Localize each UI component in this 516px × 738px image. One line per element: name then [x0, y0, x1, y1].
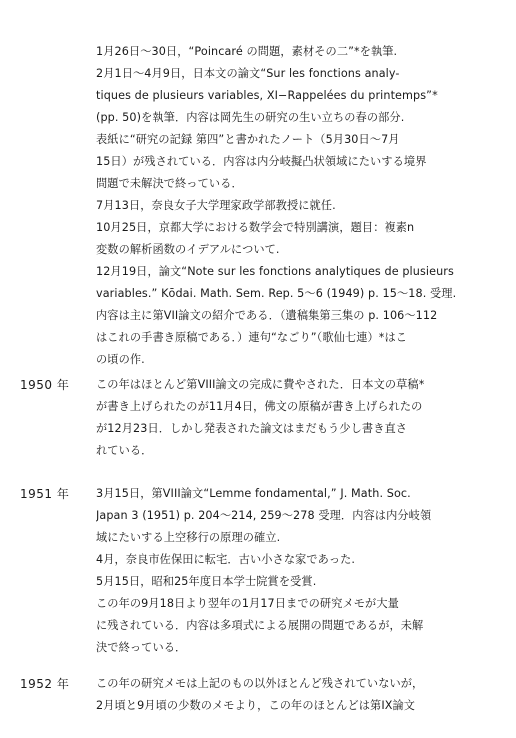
text-line: tiques de plusieurs variables, XI−Rappelées du printemps”*	[96, 89, 438, 102]
text-line: の頃の作.	[96, 353, 145, 366]
text-line: 5月15日，昭和25年度日本学士院賞を受賞.	[96, 575, 317, 588]
text-line: 12月19日，論文“Note sur les fonctions analytiques de plusieurs	[96, 265, 454, 278]
text-line: 問題で未解決で終っている．	[96, 177, 243, 190]
text-line: 10月25日，京都大学における数学会で特別講演，題目：複素n	[96, 221, 415, 234]
text-line: 表紙に“研究の記録 第四”と書かれたノート（5月30日～7月	[96, 133, 400, 146]
text-line: れている．	[96, 444, 153, 457]
text-line: 2月頃と9月頃の少数のメモより，この年のほとんどは第IX論文	[96, 699, 416, 712]
year-label-1952: 1952 年	[20, 677, 70, 691]
text-line: この年の研究メモは上記のもの以外ほとんど残されていないが，	[96, 677, 424, 690]
text-line: に残されている．内容は多項式による展開の問題であるが，未解	[96, 619, 424, 632]
text-line: variables.” Kōdai. Math. Sem. Rep. 5～6 (1949) p. 15～18. 受理.	[96, 287, 457, 300]
text-line: この年はほとんど第VIII論文の完成に費やされた．日本文の草稿*	[96, 378, 425, 391]
text-line: Japan 3 (1951) p. 204～214, 259～278 受理．内容は内分岐領	[96, 509, 432, 522]
text-line: 4月，奈良市佐保田に転宅．古い小さな家であった.	[96, 553, 356, 566]
text-line: 3月15日，第VIII論文“Lemme fondamental,” J. Math. Soc.	[96, 487, 411, 500]
text-line: 7月13日，奈良女子大学理家政学部教授に就任.	[96, 199, 336, 212]
text-line: 15日）が残されている．内容は内分岐擬凸状領域にたいする境界	[96, 155, 427, 168]
text-line: 決で終っている．	[96, 641, 187, 654]
text-line: 2月1日～4月9日，日本文の論文“Sur les fonctions analy-	[96, 67, 400, 80]
text-line: 内容は主に第VII論文の紹介である．（遺稿集第三集の p. 106～112	[96, 309, 438, 322]
text-line: この年の9月18日より翌年の1月17日までの研究メモが大量	[96, 597, 399, 610]
text-line: が書き上げられたのが11月4日，佛文の原稿が書き上げられたの	[96, 400, 423, 413]
text-line: 域にたいする上空移行の原理の確立.	[96, 531, 281, 544]
text-line: はこれの手書き原稿である．）連句“なごり”（歌仙七連）*はこ	[96, 331, 408, 344]
year-label-1950: 1950 年	[20, 378, 70, 392]
text-line: が12月23日．しかし発表された論文はまだもう少し書き直さ	[96, 422, 408, 435]
text-line: 1月26日～30日，“Poincaré の問題，素材その二”*を執筆.	[96, 45, 398, 58]
text-line: 変数の解析函数のイデアルについて.	[96, 243, 280, 256]
year-label-1951: 1951 年	[20, 487, 70, 501]
text-line: (pp. 50)を執筆．内容は岡先生の研究の生い立ちの春の部分.	[96, 111, 405, 124]
